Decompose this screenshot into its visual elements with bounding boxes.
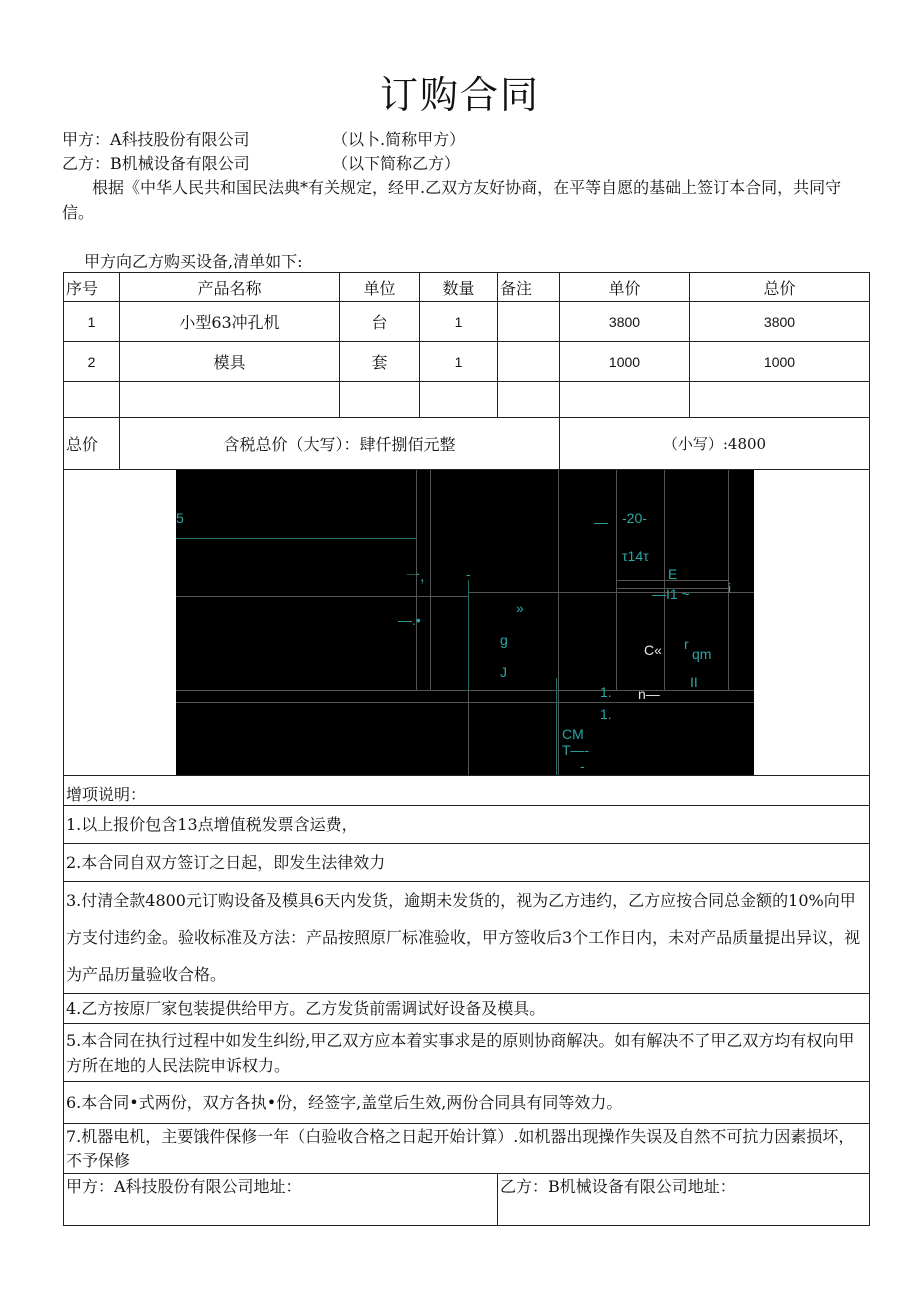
note-item: 2.本合同自双方签订之日起，即发生法律效力 bbox=[64, 844, 870, 882]
party-a-line bbox=[62, 127, 250, 150]
drawing-label: —.• bbox=[398, 612, 421, 628]
technical-drawing bbox=[176, 470, 754, 775]
note-row bbox=[64, 882, 870, 994]
party-a-label: 甲方：A科技股份有限公司 bbox=[62, 130, 250, 149]
drawing-label: C« bbox=[644, 642, 662, 658]
list-intro: 甲方向乙方购买设备,清单如下: bbox=[84, 252, 303, 271]
notes-heading: 增项说明： bbox=[64, 776, 870, 806]
header-cell: 序号 bbox=[64, 273, 120, 302]
cell-index: 2 bbox=[64, 342, 120, 382]
note-item: 1.以上报价包含13点增值税发票含运费， bbox=[64, 806, 870, 844]
cell-unit: 台 bbox=[340, 302, 420, 342]
note-row bbox=[64, 1024, 870, 1082]
cell-remark bbox=[498, 302, 560, 342]
header-cell: 备注 bbox=[498, 273, 560, 302]
table-header-row bbox=[64, 273, 870, 302]
header-cell: 单价 bbox=[560, 273, 690, 302]
cell-total-price: 1000 bbox=[690, 342, 870, 382]
drawing-label: qm bbox=[692, 646, 712, 662]
cell-product: 模具 bbox=[120, 342, 340, 382]
address-row bbox=[64, 1174, 870, 1226]
drawing-label: g bbox=[500, 632, 508, 648]
cell-index: 1 bbox=[64, 302, 120, 342]
note-item: 5.本合同在执行过程中如发生纠纷,甲乙双方应本着实事求是的原则协商解决。如有解决不了甲乙双方均有权向甲方所在地的人民法院申诉权力。 bbox=[64, 1024, 870, 1082]
table-row bbox=[64, 342, 870, 382]
cell-remark bbox=[498, 342, 560, 382]
drawing-label: n— bbox=[638, 686, 660, 702]
cell-total-price: 3800 bbox=[690, 302, 870, 342]
drawing-label: — bbox=[594, 514, 608, 530]
drawing-row bbox=[64, 470, 870, 776]
drawing-label: -20- bbox=[622, 510, 647, 526]
drawing-label: 5 bbox=[176, 510, 184, 526]
notes-heading-row bbox=[64, 776, 870, 806]
header-cell: 总价 bbox=[690, 273, 870, 302]
total-row bbox=[64, 418, 870, 470]
cell-product: 小型63冲孔机 bbox=[120, 302, 340, 342]
intro-paragraph: 根据《中华人民共和国民法典*有关规定，经甲.乙双方友好协商，在平等自愿的基础上签订本合同，共同守信。 bbox=[62, 178, 842, 222]
note-row bbox=[64, 1124, 870, 1174]
drawing-label: E bbox=[668, 566, 678, 582]
drawing-label: J bbox=[500, 664, 507, 680]
drawing-label: 一， bbox=[406, 568, 434, 584]
contract-title: 订购合同 bbox=[379, 73, 540, 117]
party-b-line bbox=[62, 151, 250, 174]
party-a-note: （以卜.简称甲方） bbox=[332, 130, 466, 149]
party-b-note: （以下简称乙方） bbox=[332, 154, 461, 173]
note-item: 4.乙方按原厂家包装提供给甲方。乙方发货前需调试好设备及模具。 bbox=[64, 994, 870, 1024]
equipment-table bbox=[63, 272, 870, 1226]
note-row bbox=[64, 1082, 870, 1124]
total-lower: （小写）:4800 bbox=[560, 418, 870, 470]
cell-unit: 套 bbox=[340, 342, 420, 382]
drawing-label: —I1 ~ bbox=[652, 586, 690, 602]
drawing-label: II bbox=[690, 674, 698, 690]
drawing-label: 1. bbox=[600, 684, 612, 700]
note-row bbox=[64, 844, 870, 882]
header-cell: 单位 bbox=[340, 273, 420, 302]
drawing-label: τ14τ bbox=[622, 548, 649, 564]
table-row bbox=[64, 302, 870, 342]
drawing-label: T—- bbox=[562, 742, 590, 758]
note-item: 3.付清全款4800元订购设备及模具6天内发货，逾期未发货的，视为乙方违约，乙方应按合同总金额的10%向甲方支付违约金。验收标准及方法：产品按照原厂标准验收，甲方签收后3个工作日内，未对产品质量提出异议，视为产品历量验收合格。 bbox=[64, 882, 870, 994]
drawing-label: - bbox=[466, 566, 471, 582]
drawing-label: CM bbox=[562, 726, 584, 742]
party-b-label: 乙方：B机械设备有限公司 bbox=[62, 154, 250, 173]
total-upper: 含税总价（大写）：肆仟捌佰元整 bbox=[120, 418, 560, 470]
cell-unit-price: 1000 bbox=[560, 342, 690, 382]
drawing-label: - bbox=[580, 758, 585, 774]
note-item: 6.本合同•式两份，双方各执•份，经签字,盖堂后生效,两份合同具有同等效力。 bbox=[64, 1082, 870, 1124]
header-cell: 产品名称 bbox=[120, 273, 340, 302]
cell-quantity: 1 bbox=[420, 302, 498, 342]
total-label: 总价 bbox=[64, 418, 120, 470]
note-item: 7.机器电机，主要饿件保修一年（白验收合格之日起开始计算）.如机器出现操作失误及自然不可抗力因素损坏，不予保修 bbox=[64, 1124, 870, 1174]
party-a-address: 甲方：A科技股份有限公司地址： bbox=[64, 1174, 498, 1226]
drawing-label: » bbox=[516, 600, 524, 616]
drawing-label: i bbox=[728, 580, 732, 596]
drawing-label: r bbox=[684, 636, 689, 652]
note-row bbox=[64, 994, 870, 1024]
drawing-label: 1. bbox=[600, 706, 612, 722]
table-row-empty bbox=[64, 382, 870, 418]
cell-quantity: 1 bbox=[420, 342, 498, 382]
note-row bbox=[64, 806, 870, 844]
party-b-address: 乙方：B机械设备有限公司地址： bbox=[498, 1174, 870, 1226]
header-cell: 数量 bbox=[420, 273, 498, 302]
cell-unit-price: 3800 bbox=[560, 302, 690, 342]
